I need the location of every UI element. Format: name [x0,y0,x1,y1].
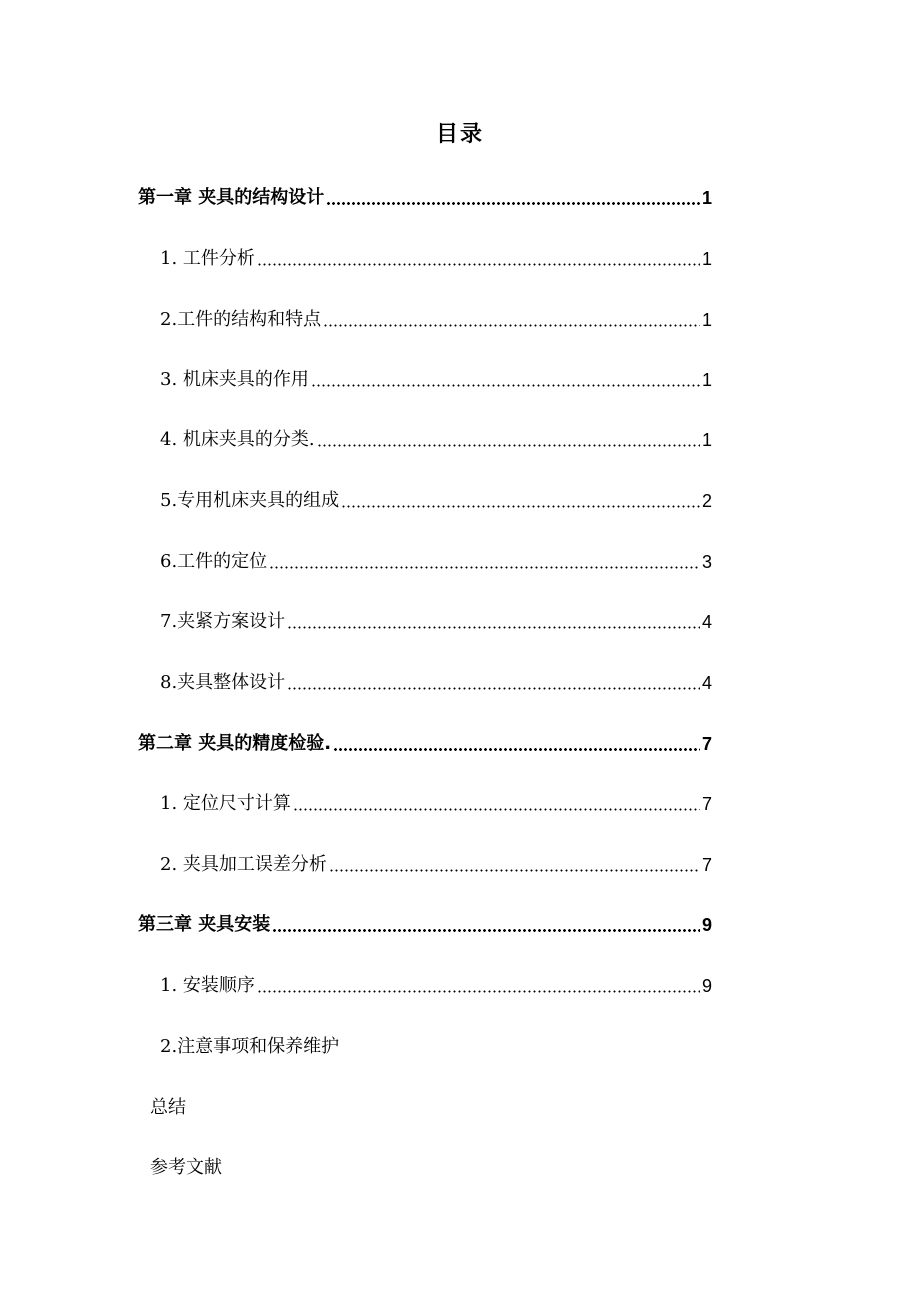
toc-entry-label: 总结 [150,1097,186,1118]
dot-leader [257,251,700,267]
toc-page-number: 1 [701,370,712,390]
toc-title: 目录 [435,122,484,147]
toc-page-number: 7 [701,855,712,875]
toc-entry-label: 7.夹紧方案设计 [160,611,286,632]
dot-leader [293,796,700,812]
toc-entry-chapter-3[interactable] [138,907,712,937]
toc-entry-section[interactable] [160,786,712,816]
toc-entry-section[interactable] [160,847,712,877]
toc-entry-label: 6.工件的定位 [160,551,268,572]
toc-entry-section[interactable] [160,422,712,452]
toc-entry-section[interactable] [160,483,712,513]
toc-entry-summary[interactable] [150,1090,712,1120]
toc-entry-section[interactable] [160,302,712,332]
toc-entry-section[interactable] [160,665,712,695]
dot-leader [317,432,700,448]
toc-entry-label: 2. 夹具加工误差分析 [160,854,327,875]
toc-entry-label: 4. 机床夹具的分类. [160,429,315,450]
toc-entry-chapter-1[interactable] [138,180,712,210]
toc-entry-references[interactable] [150,1150,712,1180]
toc-page-number: 9 [701,976,712,996]
toc-entry-label: 1. 定位尺寸计算 [160,793,291,814]
toc-page-number: 4 [701,612,712,632]
toc-entry-chapter-2[interactable] [138,726,712,756]
toc-entry-label: 1. 安装顺序 [160,975,255,996]
toc-entry-label: 第三章 夹具安装 [138,914,271,935]
dot-leader [341,493,700,509]
toc-entry-section[interactable] [160,968,712,998]
toc-page-number: 1 [701,249,712,269]
toc-entry-label: 2.注意事项和保养维护 [160,1036,340,1057]
toc-entry-section[interactable] [160,362,712,392]
toc-entry-section[interactable] [160,241,712,271]
toc-entry-label: 第一章 夹具的结构设计 [138,187,325,208]
toc-page-number: 7 [701,794,712,814]
toc-page-number: 7 [701,734,712,754]
toc-entry-section[interactable] [160,1029,712,1059]
toc-entry-label: 参考文献 [150,1157,222,1178]
dot-leader [269,554,700,570]
toc-page-number: 1 [701,430,712,450]
toc-entry-label: 8.夹具整体设计 [160,672,286,693]
toc-entry-label: 2.工件的结构和特点 [160,309,322,330]
dot-leader [257,978,700,994]
dot-leader [287,614,700,630]
toc-entry-label: 1. 工件分析 [160,248,255,269]
toc-page-number: 3 [701,552,712,572]
toc-entry-label: 3. 机床夹具的作用 [160,369,309,390]
toc-page-number: 2 [701,491,712,511]
toc-entry-section[interactable] [160,604,712,634]
toc-entry-label: 5.专用机床夹具的组成 [160,490,340,511]
dot-leader [333,736,700,752]
toc-page-number: 1 [701,310,712,330]
dot-leader [329,857,700,873]
dot-leader [287,675,700,691]
toc-page-number: 1 [701,188,712,208]
dot-leader [326,190,700,206]
dot-leader [311,372,700,388]
dot-leader [323,312,700,328]
toc-entry-label: 第二章 夹具的精度检验. [138,733,332,754]
toc-entry-section[interactable] [160,544,712,574]
toc-page-number: 4 [701,673,712,693]
dot-leader [272,917,700,933]
toc-page-number: 9 [701,915,712,935]
